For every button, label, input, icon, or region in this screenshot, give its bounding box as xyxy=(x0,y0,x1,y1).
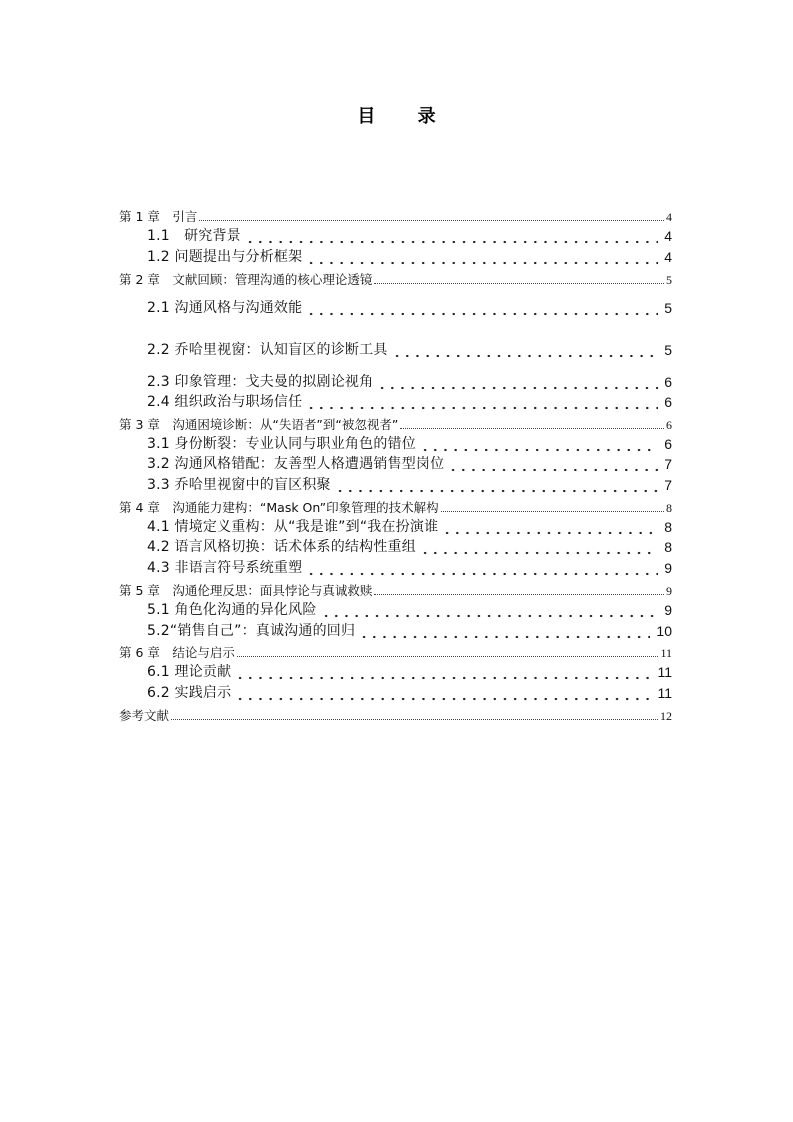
dot-leader xyxy=(235,684,651,702)
toc-entry-chapter-6[interactable] xyxy=(119,641,672,661)
toc-entry-label: 2.1 沟通风格与沟通效能 xyxy=(147,300,303,316)
toc-page-number: 7 xyxy=(664,456,672,472)
toc-page-number: 8 xyxy=(666,501,672,515)
dot-leader xyxy=(321,601,659,619)
toc-entry-label: 第 5 章 沟通伦理反思：面具悖论与真诚救赎 xyxy=(119,583,373,598)
toc-page-number: 11 xyxy=(660,646,672,660)
toc-entry-section-4-1[interactable] xyxy=(147,516,672,536)
toc-page-number: 5 xyxy=(666,273,672,287)
toc-page-number: 8 xyxy=(664,539,672,555)
toc-entry-label: 3.1 身份断裂：专业认同与职业角色的错位 xyxy=(147,436,416,452)
toc-entry-label: 2.3 印象管理：戈夫曼的拟剧论视角 xyxy=(147,374,374,390)
toc-page-number: 11 xyxy=(657,664,672,680)
dot-leader xyxy=(306,248,658,266)
toc-entry-section-3-1[interactable] xyxy=(147,433,672,453)
dot-leader xyxy=(420,538,658,556)
toc-entry-section-3-2[interactable] xyxy=(147,453,672,473)
toc-entry-chapter-5[interactable] xyxy=(119,579,672,599)
toc-page-number: 7 xyxy=(664,477,672,493)
dot-leader xyxy=(306,299,658,317)
dot-leader xyxy=(448,455,658,473)
toc-entry-section-3-3[interactable] xyxy=(147,474,672,494)
toc-page-number: 9 xyxy=(666,584,672,598)
dot-leader xyxy=(359,622,650,640)
toc-page-number: 6 xyxy=(664,436,672,452)
toc-entry-label: 4.1 情境定义重构：从“我是谁”到“我在扮演谁 xyxy=(147,519,439,535)
toc-entry-section-2-2[interactable] xyxy=(147,339,672,359)
dot-leader xyxy=(235,663,651,681)
toc-entry-chapter-1[interactable] xyxy=(119,205,672,225)
dot-leader xyxy=(442,518,658,536)
toc-entry-section-6-1[interactable] xyxy=(147,661,672,681)
toc-entry-chapter-4[interactable] xyxy=(119,496,672,516)
toc-page-number: 5 xyxy=(664,300,672,316)
dot-leader xyxy=(306,559,658,577)
toc-entry-section-2-1[interactable] xyxy=(147,297,672,317)
dot-leader xyxy=(441,507,664,512)
toc-entry-label: 第 6 章 结论与启示 xyxy=(119,645,235,660)
toc-entry-section-2-3[interactable] xyxy=(147,371,672,391)
toc-entry-label: 2.4 组织政治与职场信任 xyxy=(147,394,303,410)
toc-entry-label: 5.1 角色化沟通的异化风险 xyxy=(147,602,317,618)
toc-page-number: 6 xyxy=(664,374,672,390)
dot-leader xyxy=(237,652,659,657)
dot-leader xyxy=(306,393,658,411)
toc-entry-section-4-3[interactable] xyxy=(147,557,672,577)
toc-page-number: 12 xyxy=(660,709,672,723)
toc-title: 目 录 xyxy=(357,106,454,127)
toc-page-number: 4 xyxy=(666,210,672,224)
dot-leader xyxy=(335,476,658,494)
toc-entry-section-4-2[interactable] xyxy=(147,536,672,556)
toc-entry-label: 第 2 章 文献回顾：管理沟通的核心理论透镜 xyxy=(119,272,373,287)
toc-entry-section-1-1[interactable] xyxy=(147,225,672,245)
dot-leader xyxy=(377,373,658,391)
toc-entry-label: 3.3 乔哈里视窗中的盲区积聚 xyxy=(147,477,331,493)
dot-leader xyxy=(392,341,659,359)
toc-entry-label: 6.2 实践启示 xyxy=(147,685,232,701)
toc-entry-chapter-3[interactable] xyxy=(119,413,672,433)
toc-entry-section-5-2[interactable] xyxy=(147,620,672,640)
toc-entry-label: 第 3 章 沟通困境诊断：从“失语者”到“被忽视者” xyxy=(119,417,399,432)
dot-leader xyxy=(245,227,658,245)
toc-entry-label: 1.2 问题提出与分析框架 xyxy=(147,249,303,265)
dot-leader xyxy=(400,424,664,429)
dot-leader xyxy=(171,715,658,720)
toc-entry-label: 4.3 非语言符号系统重塑 xyxy=(147,560,303,576)
toc-page-number: 9 xyxy=(664,560,672,576)
toc-entry-section-1-2[interactable] xyxy=(147,246,672,266)
toc-page-number: 6 xyxy=(666,418,672,432)
toc-page-number: 11 xyxy=(657,685,672,701)
toc-entry-chapter-2[interactable] xyxy=(119,268,672,288)
toc-entry-references[interactable] xyxy=(119,704,672,724)
toc-entry-label: 5.2“销售自己”：真诚沟通的回归 xyxy=(147,623,356,639)
toc-entry-label: 参考文献 xyxy=(119,708,170,723)
toc-entry-label: 第 1 章 引言 xyxy=(119,209,198,224)
dot-leader xyxy=(199,216,664,221)
toc-entry-section-6-2[interactable] xyxy=(147,682,672,702)
toc-entry-section-5-1[interactable] xyxy=(147,599,672,619)
toc-entry-label: 3.2 沟通风格错配：友善型人格遭遇销售型岗位 xyxy=(147,456,445,472)
dot-leader xyxy=(374,590,664,595)
toc-page-number: 10 xyxy=(656,623,672,639)
toc-entry-label: 6.1 理论贡献 xyxy=(147,664,232,680)
toc-page-number: 9 xyxy=(664,602,672,618)
dot-leader xyxy=(420,435,658,453)
toc-page-number: 6 xyxy=(664,394,672,410)
toc-page-number: 8 xyxy=(664,519,672,535)
toc-page-number: 4 xyxy=(664,228,672,244)
dot-leader xyxy=(374,279,664,284)
toc-entry-section-2-4[interactable] xyxy=(147,391,672,411)
toc-entry-label: 4.2 语言风格切换：话术体系的结构性重组 xyxy=(147,539,416,555)
toc-page-number: 4 xyxy=(664,249,672,265)
toc-page-number: 5 xyxy=(664,342,672,358)
toc-entry-label: 2.2 乔哈里视窗：认知盲区的诊断工具 xyxy=(147,342,388,358)
toc-entry-label: 1.1 研究背景 xyxy=(147,228,241,244)
toc-entry-label: 第 4 章 沟通能力建构：“Mask On”印象管理的技术解构 xyxy=(119,500,439,515)
